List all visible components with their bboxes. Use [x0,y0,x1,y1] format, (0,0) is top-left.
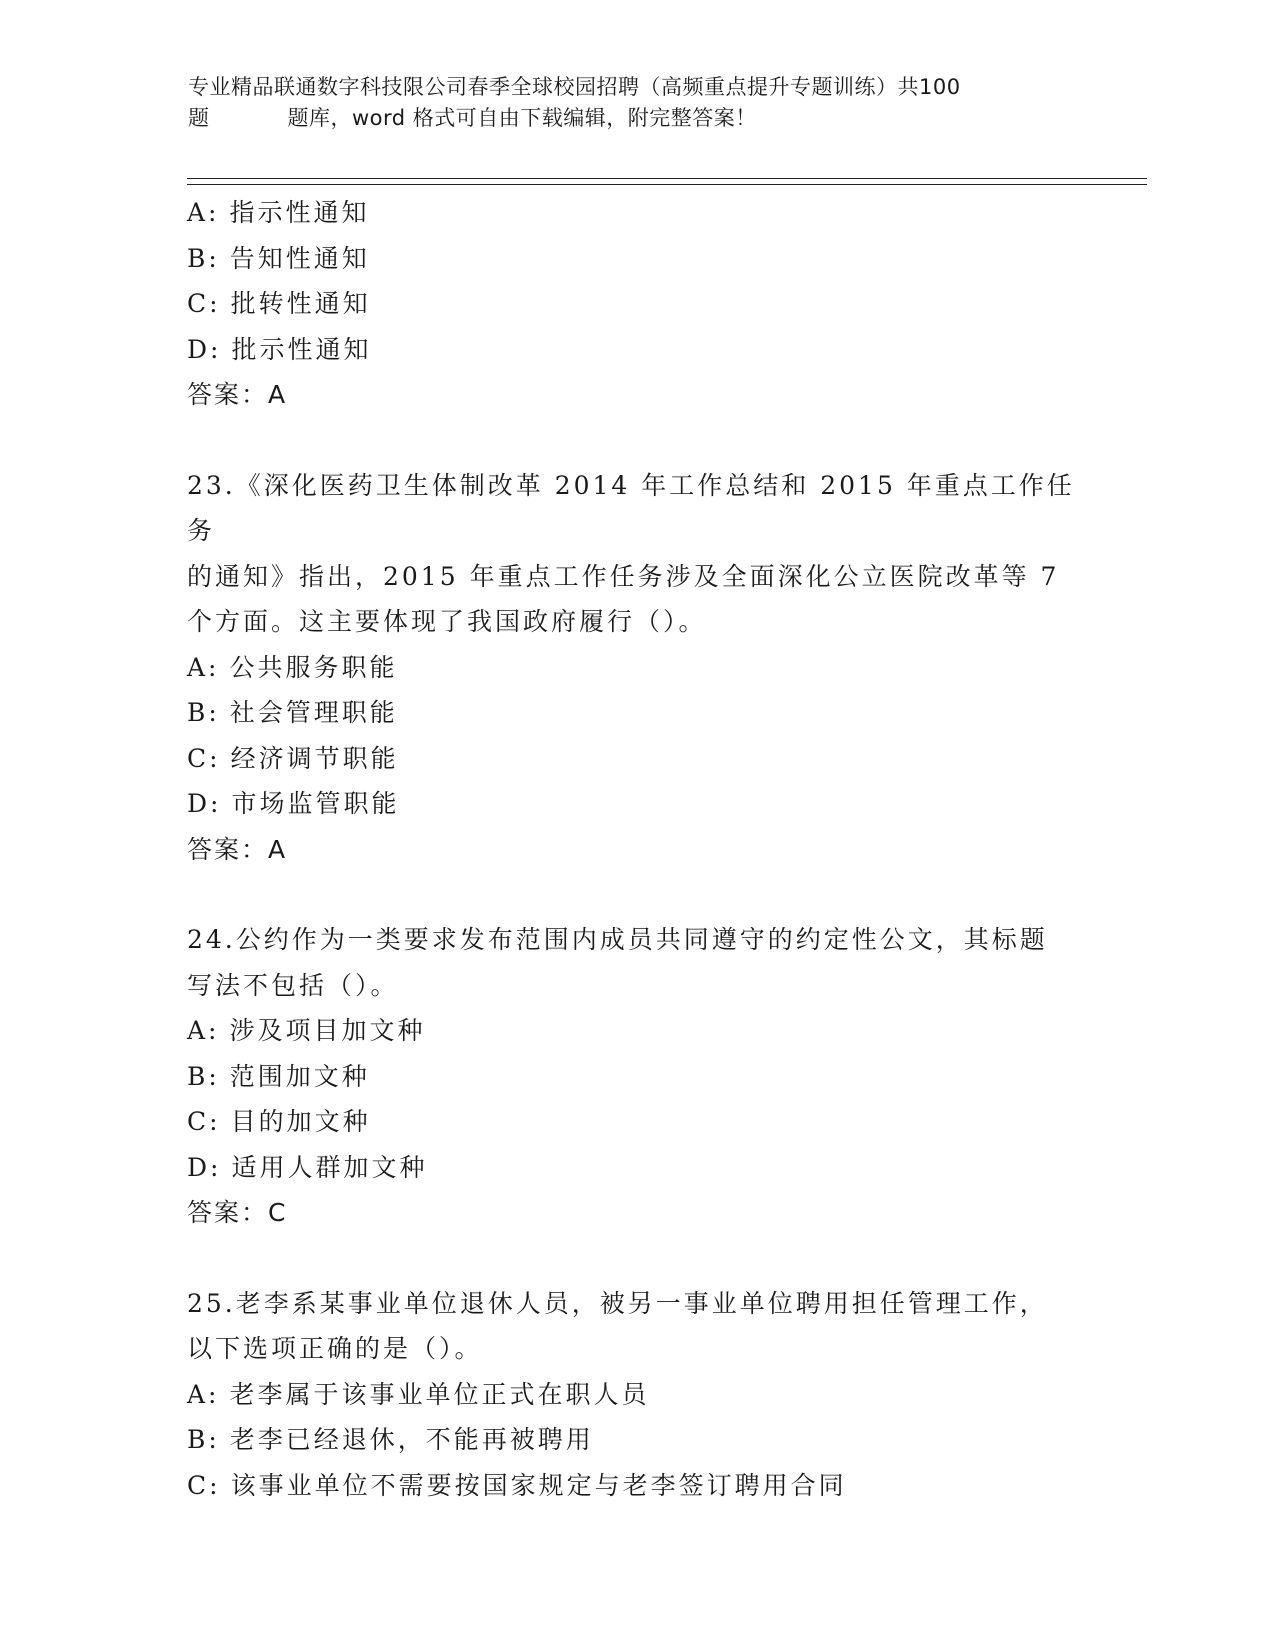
answer-line: 答案：A [187,380,288,409]
option-a: A: 涉及项目加文种 [187,1016,426,1045]
header-divider-top [187,178,1147,179]
option-b: B: 老李已经退休，不能再被聘用 [187,1425,594,1454]
question-block [187,190,1087,418]
header-line-2 [188,103,1088,134]
header-line-1: 专业精品联通数字科技限公司春季全球校园招聘（高频重点提升专题训练）共100 [188,75,961,99]
option-d: D: 市场监管职能 [187,789,400,818]
question-block [187,1281,1087,1509]
option-d: D: 适用人群加文种 [187,1152,428,1182]
option-d: D: 批示性通知 [187,334,372,364]
question-block [187,463,1087,873]
question-block [187,917,1087,1236]
option-b: B: 范围加文种 [187,1061,370,1091]
document-header [188,72,1088,134]
question-text: 23.《深化医药卫生体制改革 2014 年工作总结和 2015 年重点工作任务 的通知》指出，2015 年重点工作任务涉及全面深化公立医院改革等 7 个方面。这主要体现了我国政府履行（）。 [187,470,1075,636]
option-c: C: 批转性通知 [187,289,371,318]
option-a: A: 老李属于该事业单位正式在职人员 [187,1379,650,1409]
option-c: C: 经济调节职能 [187,743,399,773]
question-list [187,190,1087,1508]
question-text: 25.老李系某事业单位退休人员，被另一事业单位聘用担任管理工作， 以下选项正确的是（）。 [187,1288,1048,1363]
option-c: C: 目的加文种 [187,1107,371,1136]
answer-line: 答案：C [187,1198,288,1227]
header-line-2-start: 题 [188,106,210,130]
question-text: 24.公约作为一类要求发布范围内成员共同遵守的约定性公文，其标题 写法不包括（）。 [187,925,1048,1000]
option-c: C: 该事业单位不需要按国家规定与老李签订聘用合同 [187,1470,847,1500]
header-divider-bottom [187,184,1147,185]
header-line-2-end: 题库，word 格式可自由下载编辑，附完整答案！ [287,106,757,130]
option-b: B: 告知性通知 [187,243,370,273]
option-a: A: 指示性通知 [187,198,370,227]
option-b: B: 社会管理职能 [187,698,398,727]
option-a: A: 公共服务职能 [187,652,398,682]
answer-line: 答案：A [187,834,288,864]
